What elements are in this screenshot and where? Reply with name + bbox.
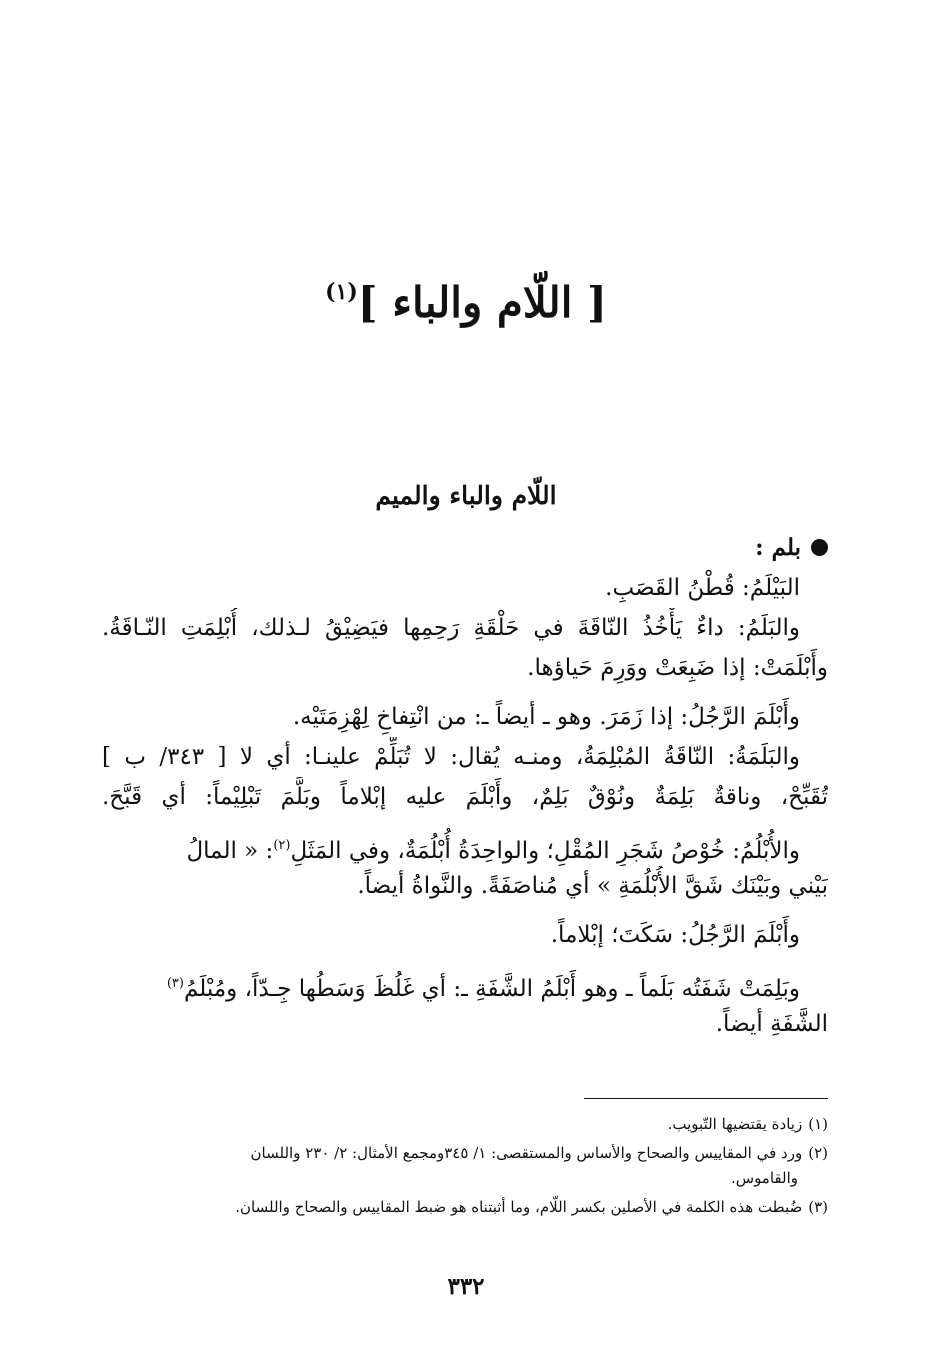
footnote-text: زيادة يقتضيها التّبويب. xyxy=(667,1115,803,1133)
footnote-text: ورد في المقاييس والصحاح والأساس والمستقصى: ١/ ٣٤٥ومجمع الأمثال: ٢/ ٢٣٠ واللسان xyxy=(250,1144,803,1162)
body-line: والبَلَمَةُ: النّاقَةُ المُبْلِمَةُ، ومنـه يُقال: لا تُبَلِّمْ علينـا: أي لا [ ٣٤٣/ ب ] xyxy=(102,744,800,770)
body-line-text: وبَلِمَتْ شَفَتُه بَلَماً ـ وهو أَبْلَمُ الشَّفَةِ ـ: أي غَلُظَ وَسَطُها جِـدّاً، ومُبْلَمُ xyxy=(183,976,800,1002)
body-line: وأَبْلَمَ الرَّجُلُ: إذا زَمَرَ. وهو ـ أيضاً ـ: من انْتِفاخِ لِهْزِمَتَيْه. xyxy=(292,704,800,730)
footnote-continuation: والقاموس. xyxy=(730,1169,798,1187)
footnote-number: (٣) xyxy=(808,1198,828,1216)
body-line-text: والأُبْلُمُ: خُوْصُ شَجَرِ المُقْلِ؛ والواحِدَةُ أُبْلُمَةٌ، وفي المَثَلِ xyxy=(290,838,800,864)
chapter-title-note-ref: (١) xyxy=(325,279,358,305)
body-line: تُقَبِّحْ، وناقةٌ بَلِمَةٌ ونُوْقٌ بَلِمٌ، وأَبْلَمَ عليه إبْلاماً وبَلَّمَ تَبْلِيْماً: أي قَبَّحَ. xyxy=(102,784,828,810)
chapter-title xyxy=(0,262,932,333)
footnote-divider xyxy=(584,1098,828,1099)
bullet-icon xyxy=(811,539,828,556)
body-line-with-note xyxy=(102,964,828,1004)
footnote-number: (٢) xyxy=(808,1144,828,1162)
body-line: وأَبْلَمَتْ: إذا ضَبِعَتْ ووَرِمَ حَياؤها. xyxy=(527,655,828,681)
footnotes xyxy=(102,1110,828,1222)
section-title: اللّام والباء والميم xyxy=(375,481,557,510)
body-line-with-note xyxy=(102,826,828,866)
body-line: وأَبْلَمَ الرَّجُلُ: سَكَتَ؛ إبْلاماً. xyxy=(550,922,800,948)
footnote-ref: (٣) xyxy=(166,976,184,991)
page-number: ٣٣٢ xyxy=(447,1273,485,1300)
body-line: البَيْلَمُ: قُطْنُ القَصَبِ. xyxy=(605,575,800,601)
footnote-item xyxy=(102,1110,828,1139)
chapter-title-text: [ اللّام والباء ] xyxy=(357,278,607,327)
footnote-text: ضُبطت هذه الكلمة في الأصلين بكسر اللّام، وما أثبتناه هو ضبط المقاييس والصحاح واللسان. xyxy=(235,1198,803,1216)
entry-headword: بلم : xyxy=(755,534,801,561)
entry-body xyxy=(102,528,828,1044)
body-line: بَيْني وبَيْنَك شَقَّ الأُبْلُمَةِ » أي مُناصَفَةً. والنَّواةُ أيضاً. xyxy=(357,873,828,899)
footnote-number: (١) xyxy=(808,1115,828,1133)
body-line: الشَّفَةِ أيضاً. xyxy=(715,1011,828,1037)
entry-headword-line xyxy=(102,528,828,568)
body-line-tail: : « المالُ xyxy=(186,838,274,864)
footnote-ref: (٢) xyxy=(273,838,291,853)
footnote-item xyxy=(102,1193,828,1222)
body-line: والبَلَمُ: داءٌ يَأْخُذُ النّاقَةَ في حَلْقَةِ رَحِمِها فيَضِيْقُ لـذلك، أُبْلِمَتِ النّـاقَةُ. xyxy=(102,615,800,641)
